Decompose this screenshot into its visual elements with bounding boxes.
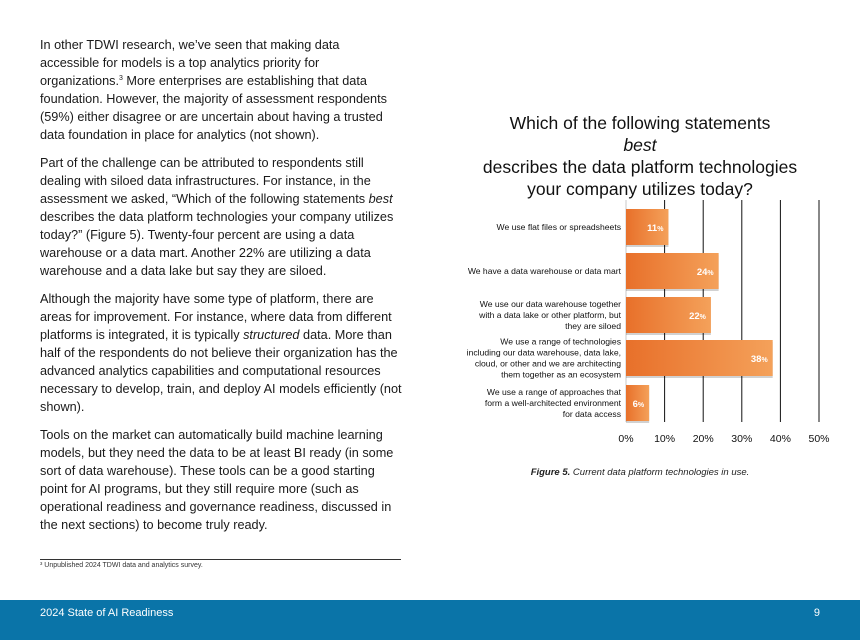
x-tick-label: 10% — [654, 433, 676, 445]
paragraph-1: In other TDWI research, we’ve seen that making data accessible for models is a top analytics priority for organizations.$^3$ More enterprises are establishing that data foundation. However, the majority of assessment respondents (59%) either disagree or are uncertain about having a trusted data foundation in place for analytics (not shown). — [40, 38, 387, 142]
category-label: We use our data warehouse together with a data lake or other platform, but they are siloed — [479, 299, 621, 331]
footnote-divider — [40, 559, 401, 560]
paragraph-3: Although the majority have some type of platform, there are areas for improvement. For instance, where data from different platforms is integrated, it is typically structured data. More than half of the respondents do not believe their organization has the advanced analytics capabilities and computational resources necessary to develop, train, and deploy AI models efficiently (not shown). — [40, 292, 402, 414]
footnote-ref[interactable]: 3 — [119, 74, 123, 82]
data-label: 11% — [647, 223, 664, 234]
paragraph-4: Tools on the market can automatically build machine learning models, but they need the data to be at least BI ready (in some sort of data warehouse). These tools can be a good starting point for AI programs, but they still require more (such as operational readiness and governance readiness, discussed in the next sections) to become truly ready. — [40, 428, 394, 532]
page-footer — [0, 600, 860, 640]
page-number: 9 — [813, 607, 820, 619]
data-label: 38% — [750, 354, 768, 365]
x-tick-label: 20% — [692, 433, 714, 445]
footnote: ³ Unpublished 2024 TDWI data and analytics survey. — [40, 562, 203, 569]
footer-title: 2024 State of AI Readiness — [40, 607, 174, 619]
x-tick-label: 40% — [769, 433, 791, 445]
figure-caption: Figure 5. Current data platform technologies in use. — [530, 467, 750, 478]
data-label: 24% — [696, 267, 714, 278]
chart-title-line-1: Which of the following statements best — [509, 113, 771, 155]
category-label: We use a range of approaches that form a well-architected environment for data access — [484, 387, 621, 419]
chart-title-line-2: describes the data platform technologies — [482, 157, 798, 177]
x-tick-label: 30% — [731, 433, 753, 445]
data-label: 6% — [632, 399, 645, 410]
data-label: 22% — [689, 311, 706, 322]
category-label: We have a data warehouse or data mart — [467, 266, 621, 276]
category-label: We use flat files or spreadsheets — [496, 222, 621, 232]
paragraph-2: Part of the challenge can be attributed to respondents still dealing with siloed data infrastructures. For instance, in the assessment we asked, “Which of the following statements best describes the data platform technologies your company utilizes today?” (Figure 5). Twenty-four percent are using a data warehouse or a data mart. Another 22% are utilizing a data warehouse and a data lake but say they are siloed. — [40, 156, 394, 278]
x-tick-label: 0% — [618, 433, 634, 445]
x-tick-label: 50% — [808, 433, 830, 445]
category-label: We use a range of technologies including our data warehouse, data lake, cloud, or other and we are architecting them together as an ecosystem — [466, 336, 621, 380]
chart-title-line-3: your company utilizes today? — [527, 179, 753, 199]
